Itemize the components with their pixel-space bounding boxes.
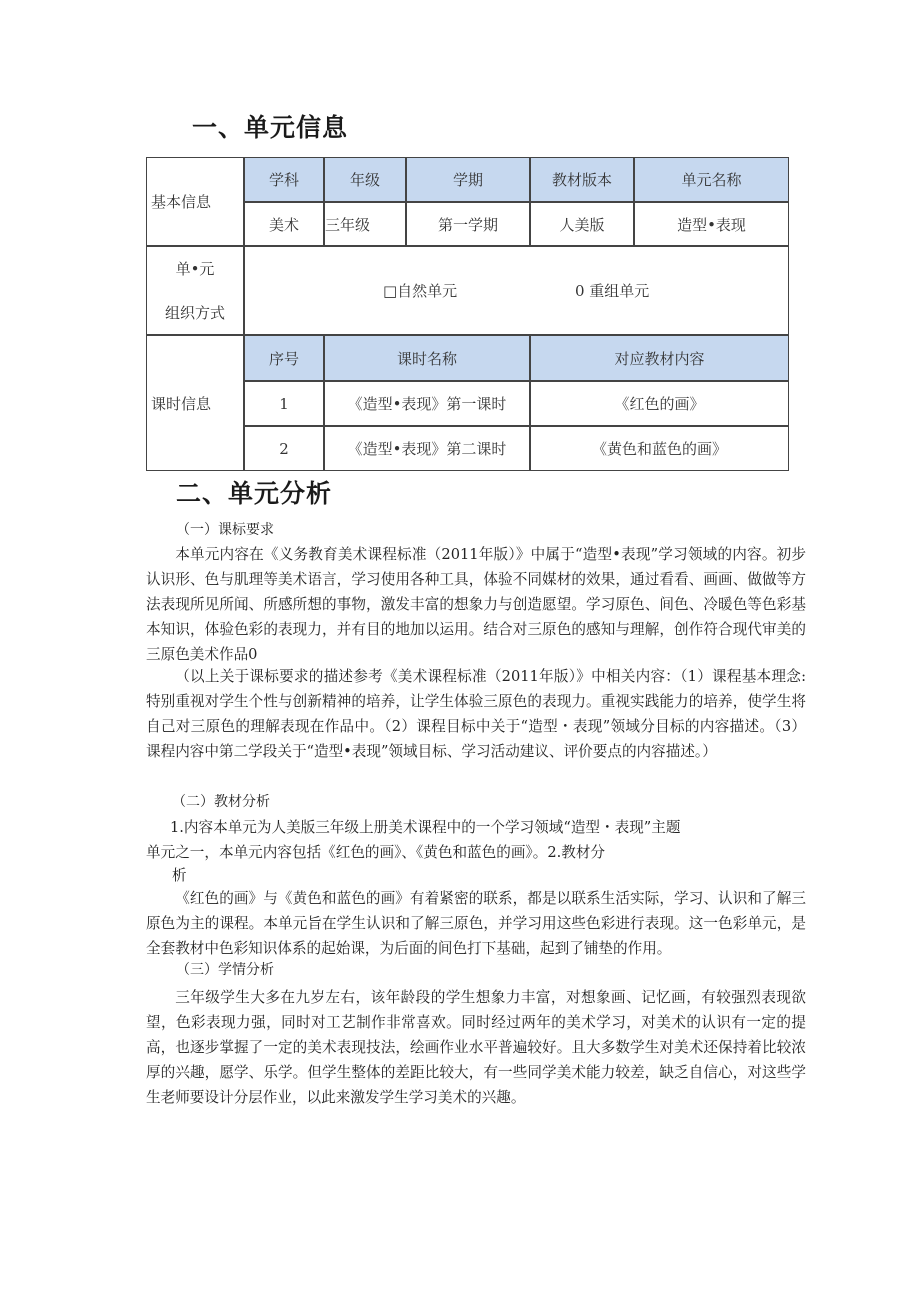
paragraph-standards-reference: （以上关于课标要求的描述参考《美术课程标准（2011年版）》中相关内容：（1）课程基本理念:特别重视对学生个性与创新精神的培养，让学生体验三原色的表现力。重视实践能力的培养，使学生将自己对三原色的理解表现在作品中。（2）课程目标中关于“造型・表现”领域分目标的内容描述。（3）课程内容中第二学段关于“造型•表现”领域目标、学习活动建议、评价要点的内容描述。） [146,668,806,760]
lesson-info-label: 课时信息 [146,335,244,471]
header-term: 学期 [406,157,530,202]
lesson-1-no: 1 [244,381,324,426]
basic-info-label: 基本信息 [146,157,244,246]
header-edition: 教材版本 [530,157,634,202]
org-label-line1: 单•元 [175,260,215,279]
org-options [244,246,789,335]
lesson-header-content: 对应教材内容 [530,335,789,381]
lesson-2-content: 《黄色和蓝色的画》 [530,426,789,471]
value-unit-name: 造型•表现 [634,202,789,246]
org-method-label [146,246,244,335]
header-subject: 学科 [244,157,324,202]
lesson-2-no: 2 [244,426,324,471]
section-title-unit-analysis: 二、单元分析 [176,479,333,508]
value-term: 第一学期 [406,202,530,246]
subheading-textbook: （二）教材分析 [172,794,270,810]
natural-unit-option[interactable]: □自然单元 [383,282,458,300]
subheading-students: （三）学情分析 [176,962,274,978]
lesson-1-name: 《造型•表现》第一课时 [324,381,530,426]
textbook-line-2: 单元之一，本单元内容包括《红色的画》、《黄色和蓝色的画》。2.教材分 [146,844,606,861]
lesson-header-no: 序号 [244,335,324,381]
value-grade: 三年级 [324,202,406,246]
lesson-1-content: 《红色的画》 [530,381,789,426]
subheading-standards: （一）课标要求 [176,522,274,538]
value-subject: 美术 [244,202,324,246]
section-title-unit-info: 一、单元信息 [192,113,349,142]
textbook-line-3: 析 [172,867,187,884]
lesson-header-name: 课时名称 [324,335,530,381]
org-label-line2: 组织方式 [164,303,225,322]
regroup-unit-option[interactable]: 0 重组单元 [575,282,650,300]
value-edition: 人美版 [530,202,634,246]
unit-info-table [146,157,789,471]
paragraph-students: 三年级学生大多在九岁左右，该年龄段的学生想象力丰富，对想象画、记忆画，有较强烈表现欲望，色彩表现力强，同时对工艺制作非常喜欢。同时经过两年的美术学习，对美术的认识有一定的提高，也逐步掌握了一定的美术表现技法，绘画作业水平普遍较好。且大多数学生对美术还保持着比较浓厚的兴趣，愿学、乐学。但学生整体的差距比较大，有一些同学美术能力较差，缺乏自信心，对这些学生老师要设计分层作业，以此来激发学生学习美术的兴趣。 [146,989,806,1106]
textbook-line-1: 1.内容本单元为人美版三年级上册美术课程中的一个学习领域“造型・表现”主题 [170,819,681,836]
header-grade: 年级 [324,157,406,202]
lesson-2-name: 《造型•表现》第二课时 [324,426,530,471]
paragraph-standards: 本单元内容在《义务教育美术课程标准（2011年版）》中属于“造型•表现”学习领域的内容。初步认识形、色与肌理等美术语言，学习使用各种工具，体验不同媒材的效果，通过看看、画画、做做等方法表现所见所闻、所感所想的事物，激发丰富的想象力与创造愿望。学习原色、间色、冷暖色等色彩基本知识，体验色彩的表现力，并有目的地加以运用。结合对三原色的感知与理解，创作符合现代审美的三原色美术作品0 [146,546,806,663]
paragraph-textbook: 《红色的画》与《黄色和蓝色的画》有着紧密的联系，都是以联系生活实际，学习、认识和了解三原色为主的课程。本单元旨在学生认识和了解三原色，并学习用这些色彩进行表现。这一色彩单元，是全套教材中色彩知识体系的起始课，为后面的间色打下基础，起到了铺垫的作用。 [146,890,806,957]
header-unit-name: 单元名称 [634,157,789,202]
